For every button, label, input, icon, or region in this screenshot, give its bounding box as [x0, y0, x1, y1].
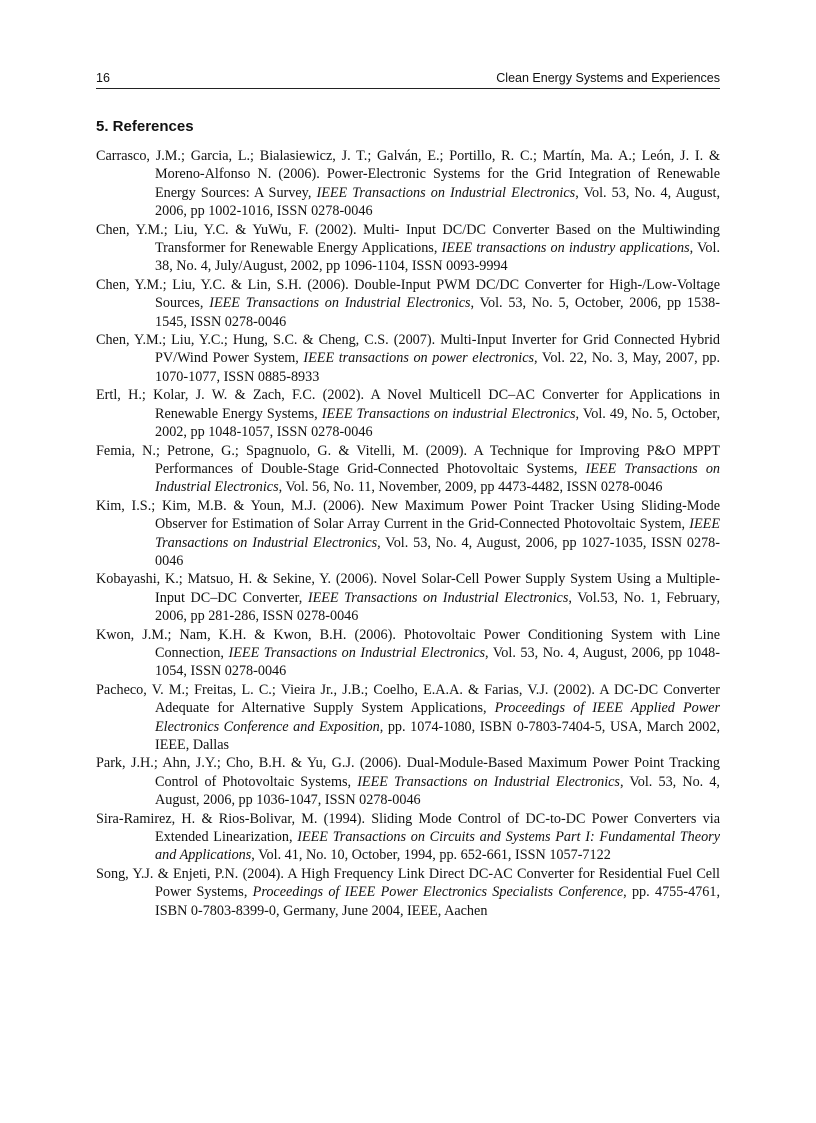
reference-item: [96, 276, 720, 331]
reference-details: , Vol.53, No. 1, February, 2006, pp 281-286, ISSN 0278-0046: [155, 589, 720, 625]
section-heading: 5. References: [96, 118, 194, 135]
reference-text: Kim, I.S.; Kim, M.B. & Youn, M.J. (2006). New Maximum Power Point Tracker Using Sliding-Mode Observer for Estimation of Solar Array Current in the Grid-Connected Photovoltaic System,: [96, 497, 720, 533]
reference-details: , Vol. 49, No. 5, October, 2002, pp 1048-1057, ISSN 0278-0046: [155, 405, 720, 441]
reference-details: , Vol. 53, No. 4, August, 2006, pp 1036-1047, ISSN 0278-0046: [155, 773, 720, 809]
reference-details: , Vol. 53, No. 4, August, 2006, pp 1027-1035, ISSN 0278-0046: [155, 534, 720, 569]
reference-text: Kobayashi, K.; Matsuo, H. & Sekine, Y. (2006). Novel Solar-Cell Power Supply System Using a Multiple-Input DC–DC Converter,: [96, 571, 720, 606]
page-number: 16: [96, 71, 110, 85]
reference-details: , Vol. 56, No. 11, November, 2009, pp 4473-4482, ISSN 0278-0046: [278, 479, 663, 496]
reference-venue: IEEE transactions on industry applications: [441, 240, 690, 257]
reference-venue: IEEE Transactions on Industrial Electronics: [357, 773, 620, 790]
reference-details: , Vol. 38, No. 4, July/August, 2002, pp 1096-1104, ISSN 0093-9994: [155, 240, 721, 275]
reference-details: , pp. 4755-4761, ISBN 0-7803-8399-0, Germany, June 2004, IEEE, Aachen: [155, 884, 720, 919]
reference-venue: IEEE Transactions on Industrial Electronics: [316, 184, 576, 201]
reference-item: [96, 497, 720, 571]
reference-item: [96, 386, 720, 441]
reference-venue: IEEE Transactions on Industrial Electronics: [155, 460, 721, 496]
reference-item: [96, 681, 720, 755]
reference-text: Chen, Y.M.; Liu, Y.C. & Lin, S.H. (2006). Double-Input PWM DC/DC Converter for High-/Low-Voltage Sources,: [96, 276, 720, 312]
reference-details: , Vol. 53, No. 5, October, 2006, pp 1538-1545, ISSN 0278-0046: [155, 295, 720, 330]
reference-venue: IEEE Transactions on Industrial Electronics: [209, 295, 471, 312]
reference-text: Femia, N.; Petrone, G.; Spagnuolo, G. & Vitelli, M. (2009). A Technique for Improving P&O MPPT Performances of Double-Stage Grid-Connected Photovoltaic Systems,: [96, 442, 720, 477]
reference-text: Pacheco, V. M.; Freitas, L. C.; Vieira Jr., J.B.; Coelho, E.A.A. & Farias, V.J. (2002). A DC-DC Converter Adequate for Alternative Supply System Applications,: [96, 681, 720, 717]
reference-item: [96, 865, 720, 920]
reference-text: Kwon, J.M.; Nam, K.H. & Kwon, B.H. (2006). Photovoltaic Power Conditioning System with Line Connection,: [96, 626, 720, 661]
reference-details: , pp. 1074-1080, ISBN 0-7803-7404-5, USA, March 2002, IEEE, Dallas: [155, 718, 720, 753]
reference-details: , Vol. 53, No. 4, August, 2006, pp 1002-1016, ISSN 0278-0046: [155, 184, 720, 220]
reference-details: , Vol. 41, No. 10, October, 1994, pp. 652-661, ISSN 1057-7122: [251, 847, 611, 864]
reference-item: [96, 626, 720, 681]
reference-venue: IEEE transactions on power electronics: [303, 350, 535, 367]
page-header: [96, 70, 720, 89]
reference-venue: IEEE Transactions on Industrial Electronics: [228, 644, 486, 661]
reference-details: , Vol. 53, No. 4, August, 2006, pp 1048-1054, ISSN 0278-0046: [155, 644, 720, 680]
reference-item: [96, 570, 720, 625]
reference-text: Chen, Y.M.; Liu, Y.C.; Hung, S.C. & Cheng, C.S. (2007). Multi-Input Inverter for Grid Connected Hybrid PV/Wind Power System,: [96, 332, 720, 367]
reference-venue: IEEE Transactions on Circuits and Systems Part I: Fundamental Theory and Applications: [155, 829, 720, 864]
reference-item: [96, 442, 720, 497]
reference-venue: IEEE Transactions on industrial Electronics: [321, 405, 576, 422]
reference-text: Park, J.H.; Ahn, J.Y.; Cho, B.H. & Yu, G.J. (2006). Dual-Module-Based Maximum Power Point Tracking Control of Photovoltaic Systems,: [96, 755, 720, 790]
reference-item: [96, 147, 720, 221]
reference-item: [96, 331, 720, 386]
reference-text: Ertl, H.; Kolar, J. W. & Zach, F.C. (2002). A Novel Multicell DC–AC Converter for Applications in Renewable Energy Systems,: [96, 387, 720, 422]
reference-text: Song, Y.J. & Enjeti, P.N. (2004). A High Frequency Link Direct DC-AC Converter for Residential Fuel Cell Power Systems,: [96, 865, 720, 901]
reference-list: [96, 147, 720, 920]
reference-text: Sira-Ramirez, H. & Rios-Bolivar, M. (1994). Sliding Mode Control of DC-to-DC Power Converters via Extended Linearization,: [96, 810, 720, 846]
reference-details: , Vol. 22, No. 3, May, 2007, pp. 1070-1077, ISSN 0885-8933: [155, 350, 720, 385]
reference-text: Carrasco, J.M.; Garcia, L.; Bialasiewicz, J. T.; Galván, E.; Portillo, R. C.; Martín, Ma. A.; León, J. I. & Moreno-Alfonso N. (2006). Power-Electronic Systems for the Grid Integration of Renewable Energy Sources: A Survey,: [96, 148, 720, 201]
reference-venue: IEEE Transactions on Industrial Electronics: [155, 516, 720, 551]
reference-item: [96, 754, 720, 809]
reference-venue: Proceedings of IEEE Power Electronics Specialists Conference: [252, 884, 624, 901]
reference-item: [96, 221, 720, 276]
reference-text: Chen, Y.M.; Liu, Y.C. & YuWu, F. (2002). Multi- Input DC/DC Converter Based on the Multiwinding Transformer for Renewable Energy Applications,: [96, 221, 720, 257]
reference-item: [96, 810, 720, 865]
reference-venue: Proceedings of IEEE Applied Power Electronics Conference and Exposition: [155, 700, 720, 735]
reference-venue: IEEE Transactions on Industrial Electronics: [307, 589, 569, 606]
running-title: Clean Energy Systems and Experiences: [496, 71, 720, 85]
